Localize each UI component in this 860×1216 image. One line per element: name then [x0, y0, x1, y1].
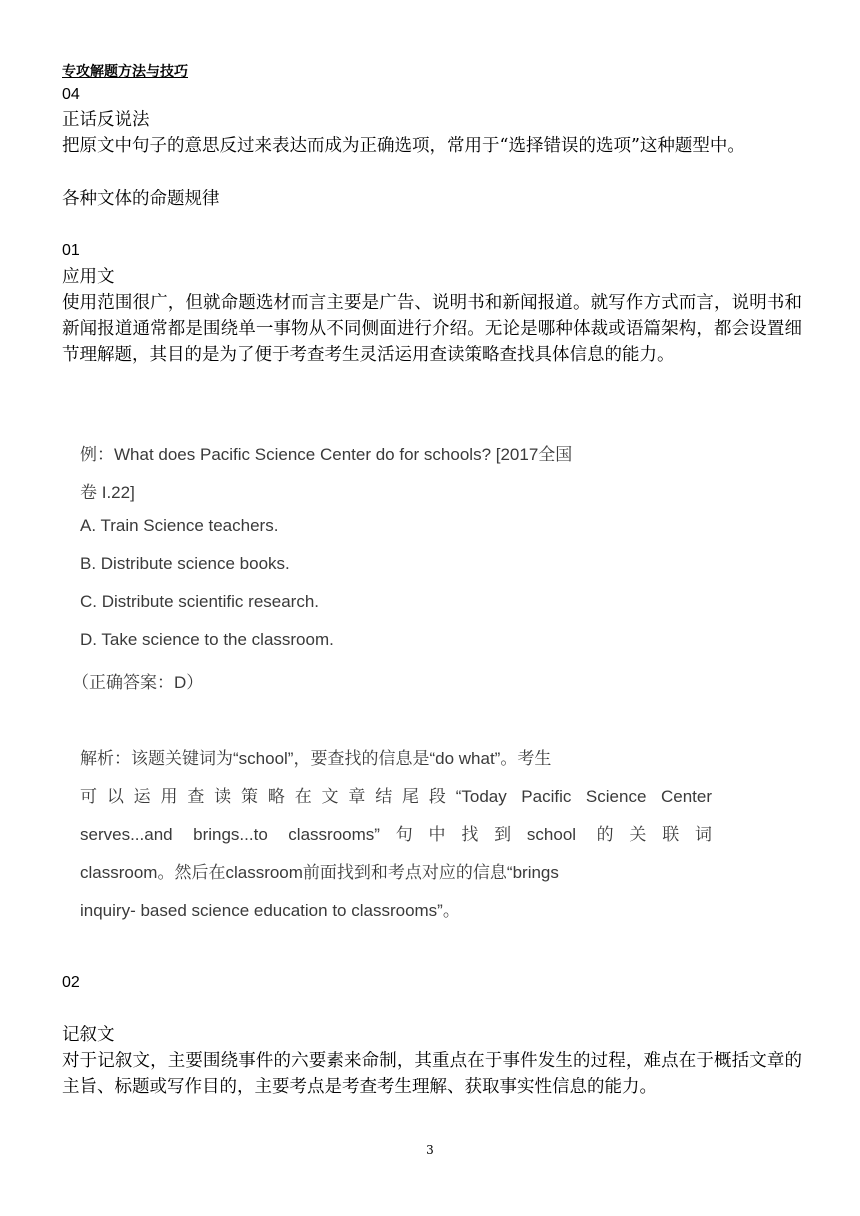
- section-number-01: 01: [62, 242, 80, 259]
- section-body-04: 把原文中句子的意思反过来表达而成为正确选项，常用于“选择错误的选项”这种题型中。: [62, 136, 745, 156]
- chapter-heading: 各种文体的命题规律: [62, 189, 220, 209]
- option-c: C. Distribute scientific research.: [80, 592, 320, 611]
- section-body-01: 使用范围很广，但就命题选材而言主要是广告、说明书和新闻报道。就写作方式而言，说明书和新闻报道通常都是围绕单一事物从不同侧面进行介绍。无论是哪种体裁或语篇架构，都会设置细节理解题，其目的是为了便于考查考生灵活运用查读策略查找具体信息的能力。: [62, 293, 802, 365]
- analysis-line4: classroom。然后在classroom前面找到和考点对应的信息“brings: [80, 863, 559, 882]
- example-question-line2: 卷 I.22]: [80, 483, 135, 502]
- section-body-02: 对于记叙文，主要围绕事件的六要素来命制，其重点在于事件发生的过程，难点在于概括文章的主旨、标题或写作目的，主要考点是考查考生理解、获取事实性信息的能力。: [62, 1051, 802, 1097]
- analysis-line2: 可以运用查读策略在文章结尾段“Today Pacific Science Center: [80, 787, 712, 806]
- option-b: B. Distribute science books.: [80, 554, 290, 573]
- section-title-02: 记叙文: [62, 1025, 115, 1045]
- analysis-line1: 解析：该题关键词为“school”，要查找的信息是“do what”。考生: [80, 749, 552, 768]
- option-d: D. Take science to the classroom.: [80, 630, 334, 649]
- analysis-line3: serves...and brings...to classrooms”句中找到school 的关联词: [80, 825, 712, 844]
- correct-answer: （正确答案：D）: [72, 673, 204, 692]
- analysis-line5: inquiry- based science education to classrooms”。: [80, 901, 460, 920]
- option-a: A. Train Science teachers.: [80, 516, 279, 535]
- page-header: 专攻解题方法与技巧: [62, 63, 188, 79]
- example-question-line1: 例：What does Pacific Science Center do for schools? [2017全国: [80, 445, 573, 464]
- section-number-02: 02: [62, 974, 80, 991]
- section-title-04: 正话反说法: [62, 110, 150, 130]
- page-number: 3: [426, 1143, 434, 1157]
- section-number-04: 04: [62, 86, 80, 103]
- section-title-01: 应用文: [62, 267, 115, 287]
